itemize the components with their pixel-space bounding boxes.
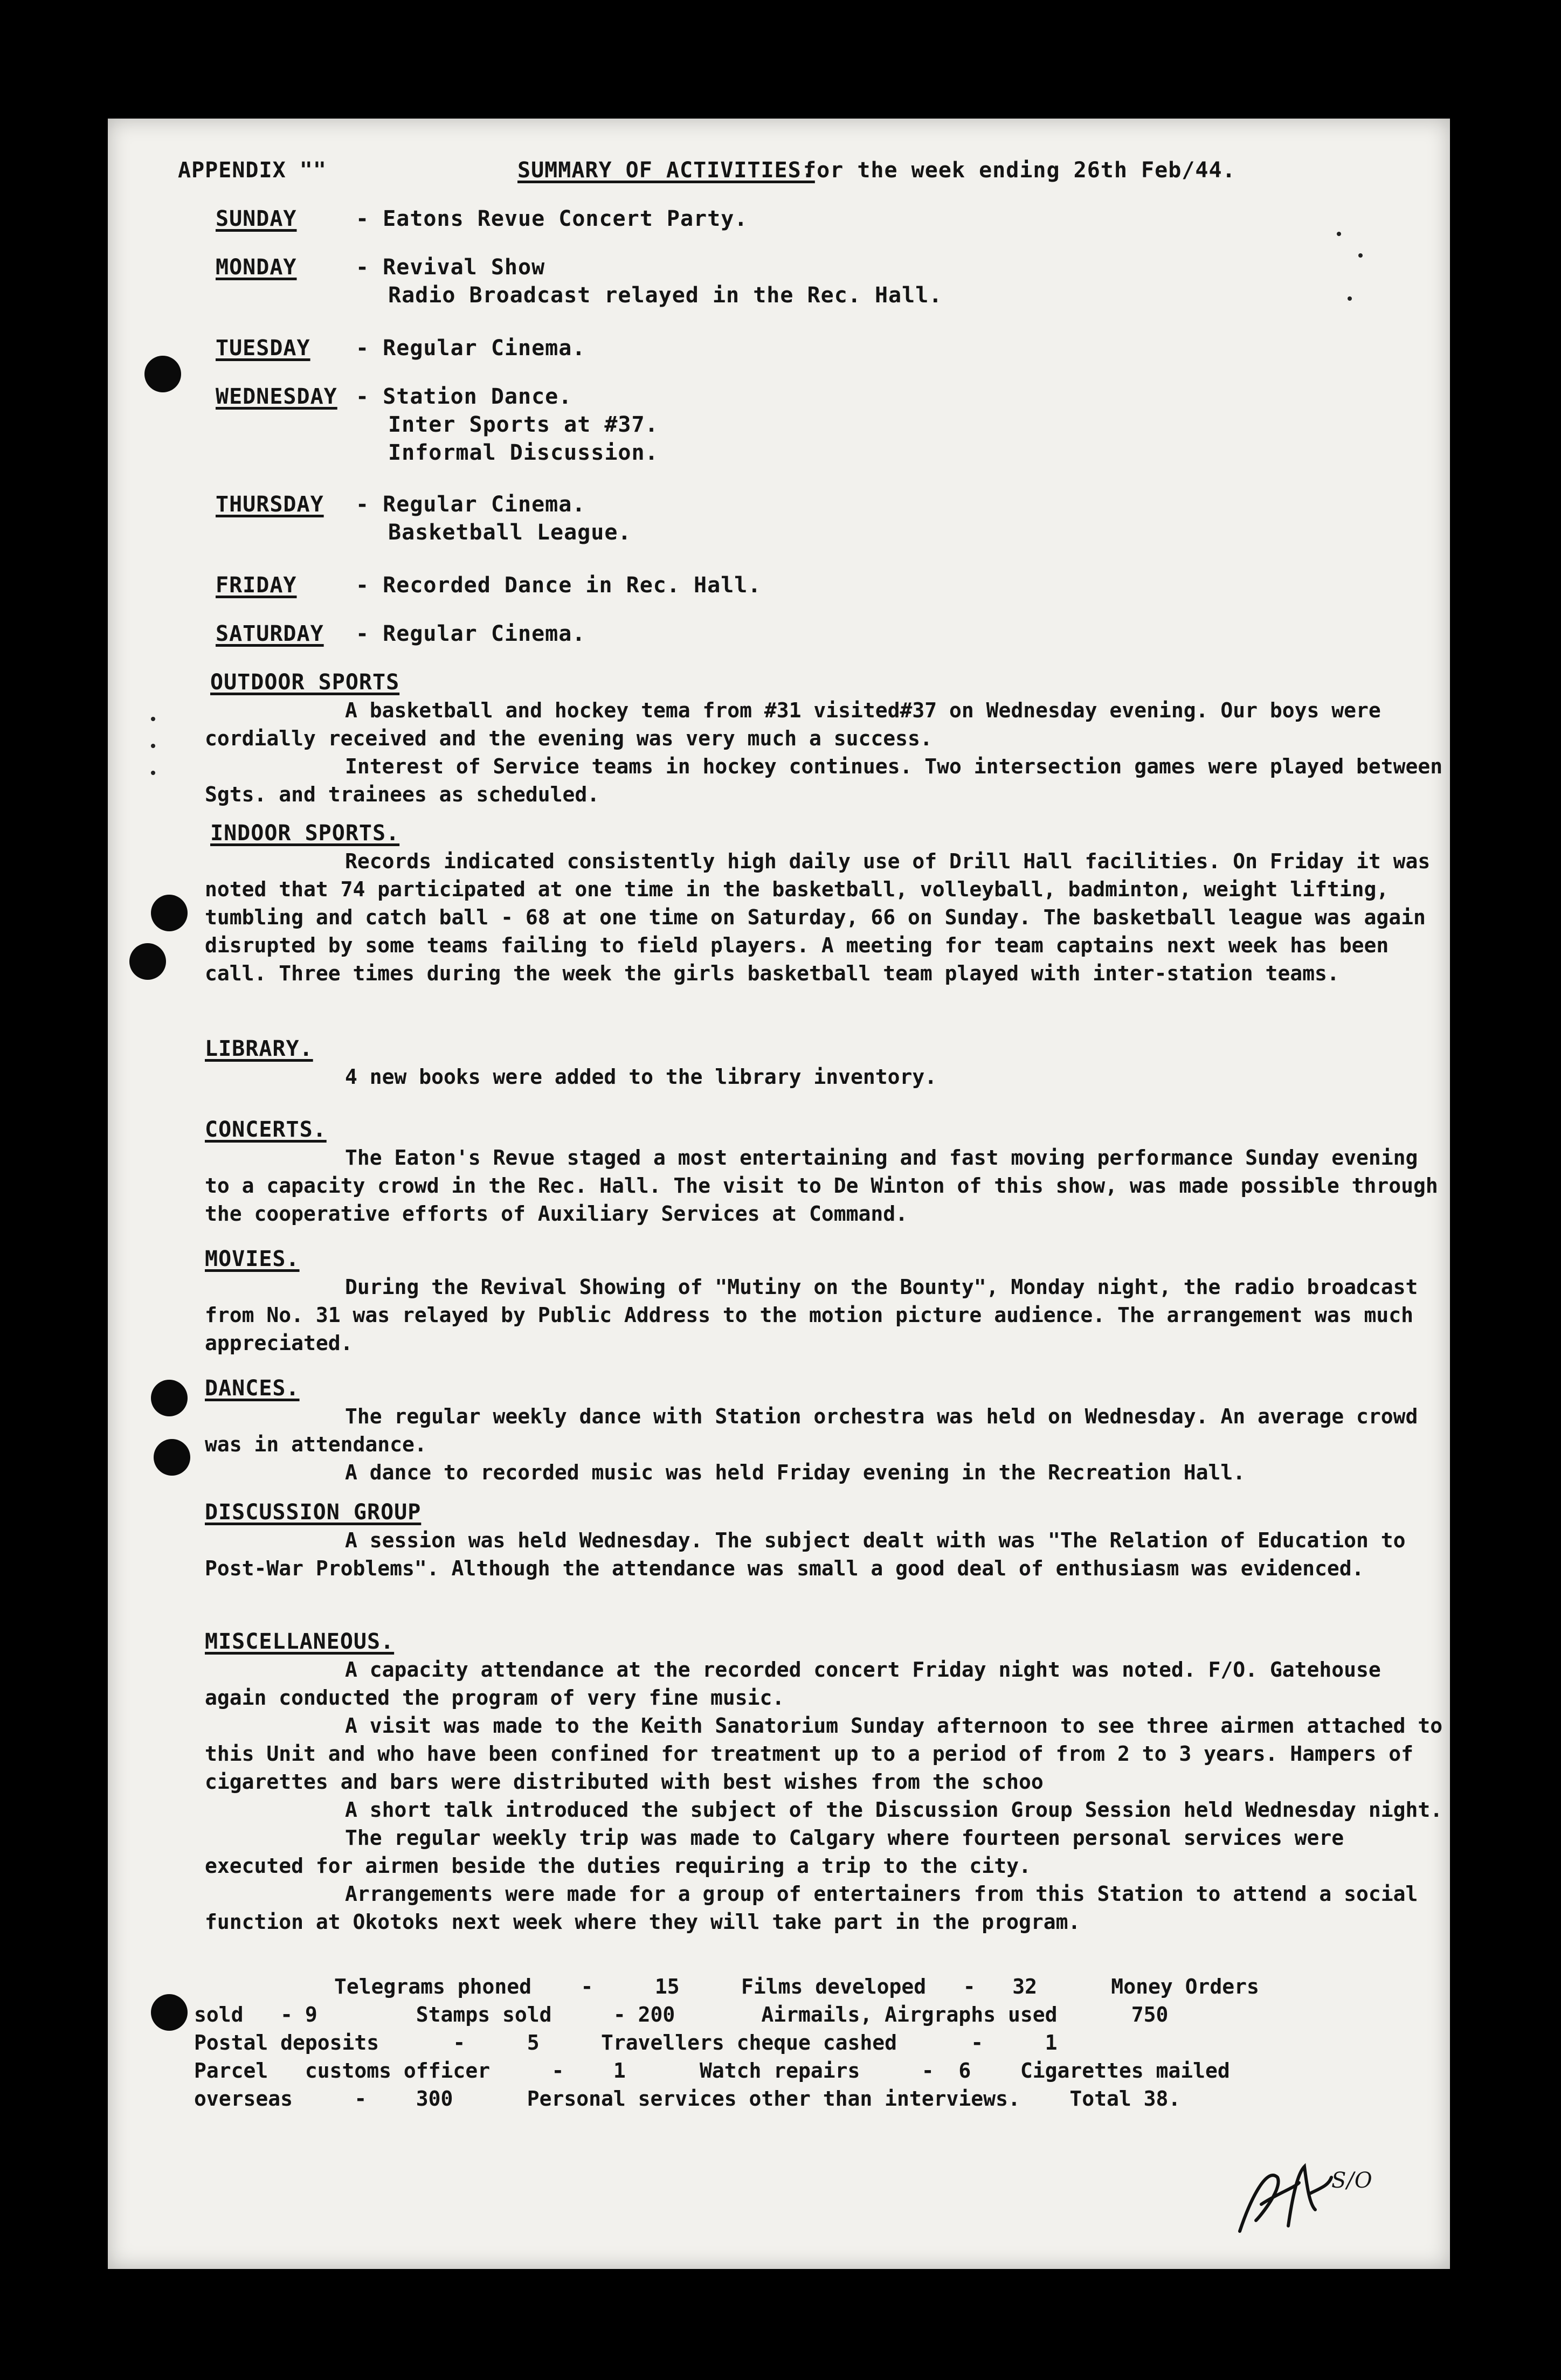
stats-line: Parcel customs officer - 1 Watch repairs - 6 Cigarettes mailed xyxy=(194,2059,1230,2082)
document-page xyxy=(108,119,1450,2269)
heading-concerts: CONCERTS. xyxy=(205,1117,327,1142)
appendix-label: APPENDIX "" xyxy=(178,158,327,183)
punch-hole xyxy=(129,943,166,980)
saturday-activity: - Regular Cinema. xyxy=(356,621,586,646)
signature-initials: S/O xyxy=(1331,2168,1373,2193)
sunday-activity: - Eatons Revue Concert Party. xyxy=(356,206,748,231)
day-saturday: SATURDAY xyxy=(216,621,324,646)
day-tuesday: TUESDAY xyxy=(216,336,310,361)
monday-activity: - Revival Show xyxy=(356,255,545,280)
heading-movies: MOVIES. xyxy=(205,1247,300,1271)
heading-library: LIBRARY. xyxy=(205,1036,313,1061)
punch-hole xyxy=(154,1439,190,1476)
punch-hole xyxy=(151,1994,188,2031)
thursday-activity: Basketball League. xyxy=(388,520,632,545)
stats-line: Postal deposits - 5 Travellers cheque cashed - 1 xyxy=(194,2031,1058,2054)
wednesday-activity: Informal Discussion. xyxy=(388,440,659,465)
punch-hole xyxy=(151,895,188,931)
stats-line: Telegrams phoned - 15 Films developed - 32 Money Orders xyxy=(334,1975,1259,1998)
punch-hole xyxy=(144,356,181,392)
monday-activity: Radio Broadcast relayed in the Rec. Hall. xyxy=(388,283,943,308)
friday-activity: - Recorded Dance in Rec. Hall. xyxy=(356,573,762,598)
day-sunday: SUNDAY xyxy=(216,206,297,231)
day-friday: FRIDAY xyxy=(216,573,297,598)
outdoor-sports-text: A basketball and hockey tema from #31 visited#37 on Wednesday evening. Our boys were cordially received and the evening was very much a success. Interest of Service teams in hockey continues. Two intersection games were played between Sgts. and trainees as scheduled. xyxy=(205,698,1443,806)
stats-line: sold - 9 Stamps sold - 200 Airmails, Airgraphs used 750 xyxy=(194,2003,1169,2026)
wednesday-activity: - Station Dance. xyxy=(356,384,572,409)
punch-hole xyxy=(151,1380,188,1416)
heading-outdoor-sports: OUTDOOR SPORTS xyxy=(210,670,400,695)
wednesday-activity: Inter Sports at #37. xyxy=(388,412,659,437)
heading-discussion-group: DISCUSSION GROUP xyxy=(205,1500,422,1525)
movies-text: During the Revival Showing of "Mutiny on the Bounty", Monday night, the radio broadcast from No. 31 was relayed by Public Address to the motion picture audience. The arrangement was much appreciated. xyxy=(205,1275,1418,1355)
heading-dances: DANCES. xyxy=(205,1376,300,1401)
miscellaneous-text: A capacity attendance at the recorded concert Friday night was noted. F/O. Gatehouse again conducted the program of very fine music. A visit was made to the Keith Sanatorium Sunday afternoon to see three airmen attached to this Unit and who have been confined for treatment up to a period of from 2 to 3 years. Hampers of cigarettes and bars were distributed with best wishes from the schoo A short talk introduced the subject of the Discussion Group Session held Wednesday night. The regular weekly trip was made to Calgary where fourteen personal services were executed for airmen beside the duties requiring a trip to the city. Arrangements were made for a group of entertainers from this Station to attend a social function at Okotoks next week where they will take part in the program. xyxy=(205,1658,1443,1934)
concerts-text: The Eaton's Revue staged a most entertaining and fast moving performance Sunday evening to a capacity crowd in the Rec. Hall. The visit to De Winton of this show, was made possible through the cooperative efforts of Auxiliary Services at Command. xyxy=(205,1146,1438,1226)
document-title: SUMMARY OF ACTIVITIES. xyxy=(517,158,815,183)
day-wednesday: WEDNESDAY xyxy=(216,384,337,409)
dances-text: The regular weekly dance with Station orchestra was held on Wednesday. An average crowd was in attendance. A dance to recorded music was held Friday evening in the Recreation Hall. xyxy=(205,1405,1418,1484)
indoor-sports-text: Records indicated consistently high daily use of Drill Hall facilities. On Friday it was noted that 74 participated at one time in the basketball, volleyball, badminton, weight lifting, tumbling and catch ball - 68 at one time on Saturday, 66 on Sunday. The basketball league was again disrupted by some teams failing to field players. A meeting for team captains next week has been call. Three times during the week the girls basketball team played with inter-station teams. xyxy=(205,849,1431,985)
heading-miscellaneous: MISCELLANEOUS. xyxy=(205,1629,395,1654)
day-monday: MONDAY xyxy=(216,255,297,280)
stats-line: overseas - 300 Personal services other than interviews. Total 38. xyxy=(194,2087,1181,2111)
tuesday-activity: - Regular Cinema. xyxy=(356,336,586,361)
thursday-activity: - Regular Cinema. xyxy=(356,492,586,517)
day-thursday: THURSDAY xyxy=(216,492,324,517)
discussion-text: A session was held Wednesday. The subject dealt with was "The Relation of Education to Post-War Problems". Although the attendance was small a good deal of enthusiasm was evidenced. xyxy=(205,1528,1406,1580)
heading-indoor-sports: INDOOR SPORTS. xyxy=(210,821,400,846)
week-ending: for the week ending 26th Feb/44. xyxy=(803,158,1236,183)
library-text: 4 new books were added to the library inventory. xyxy=(345,1065,937,1089)
